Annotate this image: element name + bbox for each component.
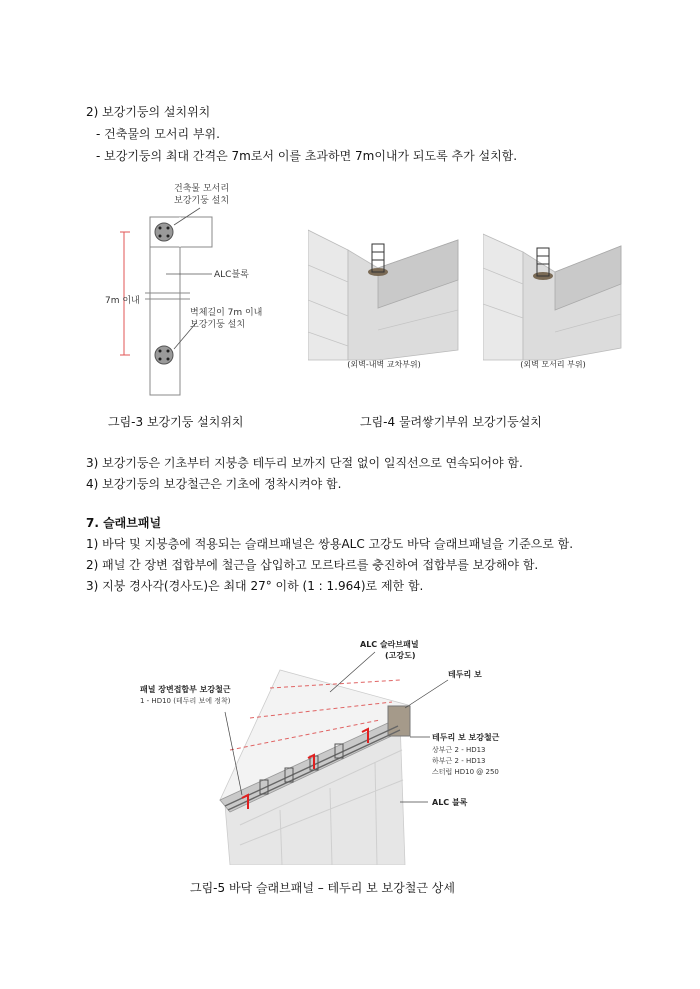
figure-4-caption: 그림-4 물려쌓기부위 보강기둥설치	[360, 415, 542, 429]
label-corner-1: 건축물 모서리	[174, 184, 230, 194]
label-t-junction: (외벽-내벽 교차부위)	[347, 360, 421, 369]
label-rebar-2: 하부근 2 - HD13	[432, 757, 486, 765]
label-rebar-title: 테두리 보 보강철근	[432, 733, 500, 742]
label-joint-2: 1 - HD10 (테두리 보에 정착)	[140, 697, 231, 705]
section7-heading: 7. 슬래브패널	[86, 516, 162, 530]
label-7m: 7m 이내	[105, 296, 140, 306]
figure-5-illustration	[130, 630, 510, 865]
corner-column	[155, 223, 173, 241]
label-wall-2: 보강기둥 설치	[190, 320, 246, 330]
section7-item-1: 1) 바닥 및 지붕층에 적용되는 슬래브패널은 쌍용ALC 고강도 바닥 슬래브패널을 기준으로 함.	[86, 537, 574, 551]
label-beam: 테두리 보	[448, 670, 482, 679]
label-corner-2: 보강기둥 설치	[174, 196, 230, 206]
label-corner: (외벽 모서리 부위)	[520, 360, 586, 369]
label-slab-2: (고강도)	[385, 651, 416, 660]
figure-3-caption: 그림-3 보강기둥 설치위치	[108, 415, 244, 429]
label-slab-1: ALC 슬라브패널	[360, 640, 419, 649]
section7-item-2: 2) 패널 간 장변 접합부에 철근을 삽입하고 모르타르를 충진하여 접합부를 보강해야 함.	[86, 558, 539, 572]
wall-column	[155, 346, 173, 364]
label-rebar-3: 스터럽 HD10 @ 250	[432, 768, 499, 776]
label-rebar-1: 상부근 2 - HD13	[432, 746, 486, 754]
section7-item-3: 3) 지붕 경사각(경사도)은 최대 27° 이하 (1 : 1.964)로 제한 함.	[86, 579, 424, 593]
section2-heading: 2) 보강기둥의 설치위치	[86, 105, 211, 119]
figure-4-left-illustration	[308, 220, 460, 375]
figure-4-right-illustration	[483, 220, 623, 375]
figure-3-diagram	[100, 175, 290, 405]
label-joint-1: 패널 장변접합부 보강철근	[140, 685, 231, 694]
section2-bullet-1: - 건축물의 모서리 부위.	[96, 127, 220, 141]
label-alc: ALC블록	[214, 270, 249, 280]
beam-end	[388, 706, 410, 736]
figure-5-caption: 그림-5 바닥 슬래브패널 – 테두리 보 보강철근 상세	[190, 881, 455, 895]
label-block: ALC 블록	[432, 798, 468, 807]
section2-bullet-2: - 보강기둥의 최대 간격은 7m로서 이를 초과하면 7m이내가 되도록 추가 설치함.	[96, 149, 518, 163]
item-4: 4) 보강기둥의 보강철근은 기초에 정착시켜야 함.	[86, 477, 342, 491]
label-wall-1: 벽체길이 7m 이내	[190, 308, 263, 318]
item-3: 3) 보강기둥은 기초부터 지붕층 테두리 보까지 단절 없이 일직선으로 연속되어야 함.	[86, 456, 523, 470]
